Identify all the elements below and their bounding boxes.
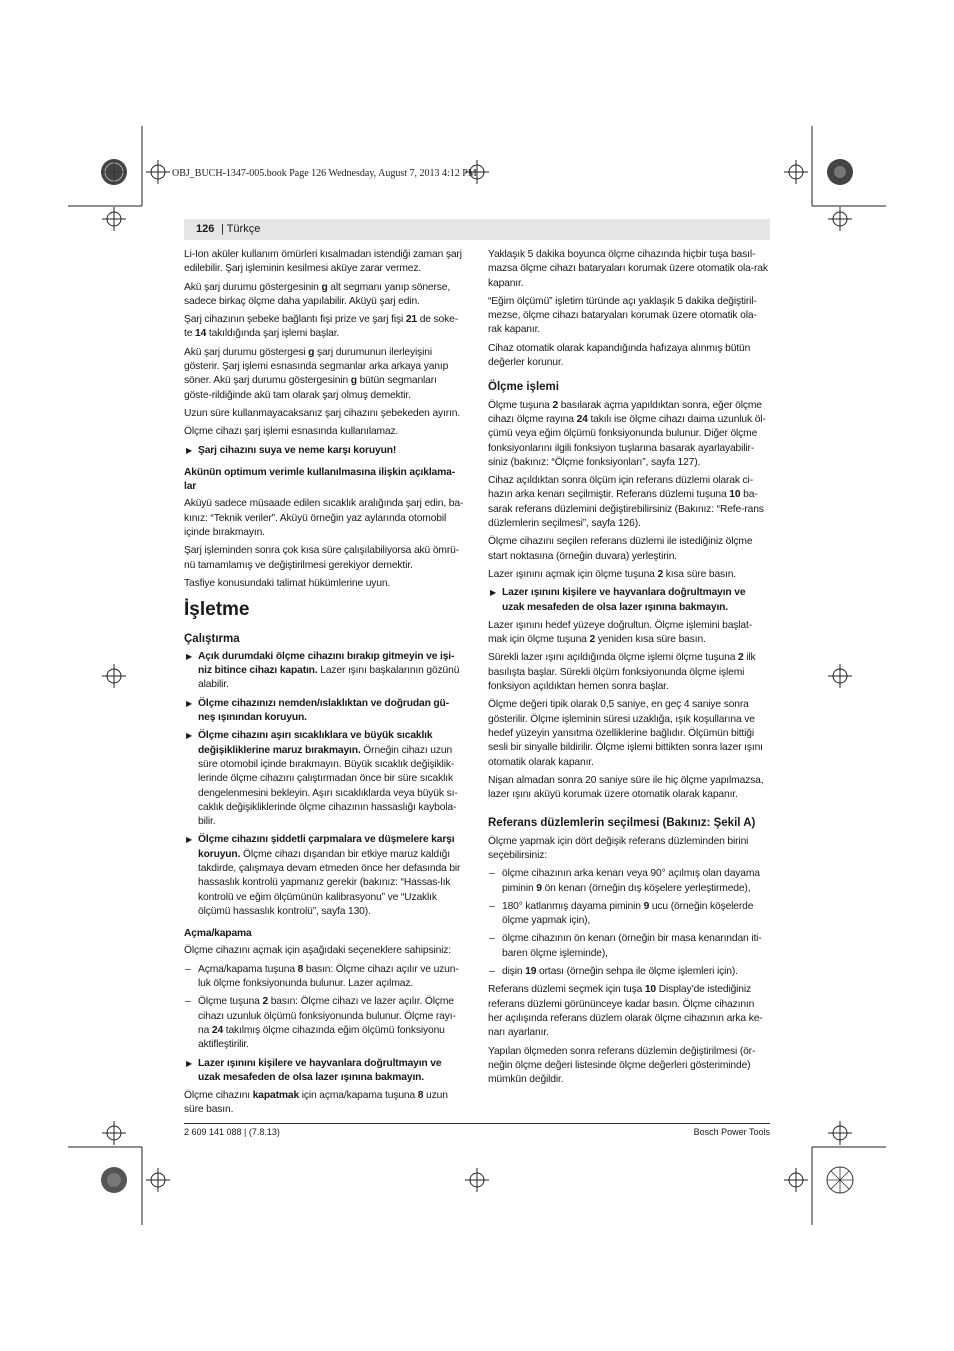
warning-item: ▶ Lazer ışınını kişilere ve hayvanlara doğrultmayın ve uzak mesafeden de olsa lazer ışınına bakmayın. <box>184 1057 466 1086</box>
paragraph: Akü şarj durumu göstergesi g şarj durumunun ilerleyişini gösterir. Şarj işlemi esnasında segmanlar arka arkaya yanıp söner. Akü şarj durumu göstergesinin g bütün segmanları göste-rildiğinde akü tam olarak şarj olmuş demektir. <box>184 346 449 401</box>
footer-brand: Bosch Power Tools <box>693 1127 770 1137</box>
paragraph: Ölçme cihazını seçilen referans düzlemi ile istediğiniz ölçme start noktasına (örneğin duvara) yerleştirin. <box>488 536 753 562</box>
paragraph: Yapılan ölçmeden sonra referans düzlemin değiştirilmesi (ör-neğin ölçme değeri listesinde ölçme değerleri gösteriminde) mümkün değildir. <box>488 1045 756 1086</box>
paragraph: Ölçme tuşuna 2 basılarak açma yapıldıktan sonra, eğer ölçme cihazı ölçme rayına 24 takılı ise ölçme cihazı daima uzunluk öl-çümü veya eğim ölçümü fonksiyonunda bulunur. Diğer ölçme fonksiyonlarını ilgili fonksiyon tuşlarına basarak ayarlayabilir-siniz (bakınız: “Ölçme fonksiyonları”, sayfa 127). <box>488 399 766 468</box>
paragraph: Ölçme değeri tipik olarak 0,5 saniye, en geç 4 saniye sonra gösterilir. Ölçme işleminin süresi uzaklığa, ışık koşullarına ve hedef yüzeyin yansıtma özelliklerine bağlıdır. Ölçümün bittiği sesli bir sinyalle bildirilir. Ölçme işlemi bittikten sonra lazer ışını otomatik olarak kapanır. <box>488 699 763 768</box>
page-header <box>184 219 770 240</box>
footer-doc-number: 2 609 141 088 | (7.8.13) <box>184 1127 280 1137</box>
paragraph: Referans düzlemi seçmek için tuşa 10 Display’de istediğiniz referans düzlemi görününceye kadar basın. Ölçme cihazının her açılışında referans düzlem olarak ölçme cihazının arka ke-narı ayarlanır. <box>488 984 763 1039</box>
section-title: İşletme <box>184 599 250 621</box>
list-item: – ölçme cihazının arka kenarı veya 90° açılmış olan dayama piminin 9 ön kenarı (örneğin dış köşelere yerleştirmede), <box>488 867 770 896</box>
language-label: | Türkçe <box>221 223 261 235</box>
paragraph: Şarj cihazının şebeke bağlantı fişi prize ve şarj fişi 21 de soke-te 14 takıldığında şarj işlemi başlar. <box>184 314 458 340</box>
paragraph: Lazer ışınını açmak için ölçme tuşuna 2 kısa süre basın. <box>488 568 737 580</box>
print-info: OBJ_BUCH-1347-005.book Page 126 Wednesday, August 7, 2013 4:12 PM <box>172 168 477 179</box>
warning-item: ▶ Açık durumdaki ölçme cihazını bırakıp gitmeyin ve işi-niz bitince cihazı kapatın. Lazer ışını başkalarının gözünü alabilir. <box>184 650 466 693</box>
paragraph: Ölçme cihazını kapatmak için açma/kapama tuşuna 8 uzun süre basın. <box>184 1090 448 1116</box>
paragraph: Yaklaşık 5 dakika boyunca ölçme cihazında hiçbir tuşa basıl-mazsa ölçme cihazı bataryaları korumak üzere otomatik ola-rak kapanır. <box>488 249 768 289</box>
left-column <box>184 248 466 1122</box>
paragraph: Lazer ışınını hedef yüzeye doğrultun. Ölçme işlemini başlat-mak için ölçme tuşuna 2 yeniden kısa süre basın. <box>488 619 753 646</box>
paragraph: Ölçme yapmak için dört değişik referans düzleminden birini seçebilirsiniz: <box>488 835 749 861</box>
paragraph: Tasfiye konusundaki talimat hükümlerine uyun. <box>184 577 391 589</box>
paragraph: Ölçme cihazı şarj işlemi esnasında kullanılamaz. <box>184 426 399 438</box>
paragraph: Ölçme cihazını açmak için aşağıdaki seçeneklere sahipsiniz: <box>184 945 452 957</box>
paragraph: Cihaz açıldıktan sonra ölçüm için referans düzlemi olarak ci-hazın arka kenarı seçilmiştir. Referans düzlemi tuşuna 10 ba-sarak referans düzlemini değiştirebilirsiniz (Bakınız: “Refe-rans düzlemlerin seçilmesi”, sayfa 126). <box>488 475 764 530</box>
subsection-title: Çalıştırma <box>184 632 240 645</box>
warning-item: ▶ Ölçme cihazını aşırı sıcaklıklara ve büyük sıcaklık değişikliklerine maruz bırakmayın. Örneğin cihazı uzun süre otomobil içinde bırakmayın. Büyük sıcaklık değişiklik-lerinde ölçme cihazını çalıştırmadan önce bir süre sıcaklık dengelenmesini bekleyin. Aşırı sıcaklıklarda veya büyük sı-caklık değişikliklerinde ölçme cihazının hassaslığı kaybola-bilir. <box>184 729 466 829</box>
list-item: – Ölçme tuşuna 2 basın: Ölçme cihazı ve lazer açılır. Ölçme cihazı uzunluk ölçümü fonksiyonunda bulunur. Ölçme rayı-na 24 takılmış ölçme cihazında eğim ölçümü fonksiyonu aktifleştirilir. <box>184 995 466 1052</box>
subsection-title: Referans düzlemlerin seçilmesi (Bakınız: Şekil A) <box>488 817 756 830</box>
subheading: Akünün optimum verimle kullanılmasına ilişkin açıklama-lar <box>184 466 455 493</box>
page-number: 126 <box>196 223 215 235</box>
footer-divider <box>184 1123 770 1124</box>
subsection-title: Ölçme işlemi <box>488 381 559 394</box>
list-item: – Açma/kapama tuşuna 8 basın: Ölçme cihazı açılır ve uzun-luk ölçme fonksiyonunda bulunur. Lazer açılmaz. <box>184 963 466 992</box>
paragraph: Sürekli lazer ışını açıldığında ölçme işlemi ölçme tuşuna 2 ilk basılışta başlar. Sürekli ölçüm fonksiyonunda ölçme işlemi fonksiyon açıldıktan hemen sonra başlar. <box>488 652 756 693</box>
paragraph: Uzun süre kullanmayacaksanız şarj cihazını şebekeden ayırın. <box>184 407 461 419</box>
paragraph: Cihaz otomatik olarak kapandığında hafızaya alınmış bütün değerler korunur. <box>488 342 751 369</box>
paragraph: Nişan almadan sonra 20 saniye süre ile hiç ölçme yapılmazsa, lazer ışını aküyü korumak üzere otomatik olarak kapanır. <box>488 774 764 801</box>
paragraph: “Eğim ölçümü” işletim türünde açı yaklaşık 5 dakika değiştiril-mezse, ölçme cihazı bataryaları korumak üzere otomatik ola-rak kapanır. <box>488 295 757 336</box>
paragraph: Şarj işleminden sonra çok kısa süre çalışılabiliyorsa akü ömrü-nü tamamlamış ve değiştirilmesi gerekiyor demektir. <box>184 545 459 571</box>
warning-item: ▶ Lazer ışınını kişilere ve hayvanlara doğrultmayın ve uzak mesafeden de olsa lazer ışınına bakmayın. <box>488 586 770 615</box>
paragraph: Akü şarj durumu göstergesinin g alt segmanı yanıp sönerse, sadece birkaç ölçme daha yapılabilir. Aküyü şarj edin. <box>184 281 451 307</box>
warning-item: ▶ Şarj cihazını suya ve neme karşı koruyun! <box>184 444 466 458</box>
warning-item: ▶ Ölçme cihazınızı nemden/ıslaklıktan ve doğrudan gü-neş ışınından koruyun. <box>184 697 466 726</box>
list-item: – 180° katlanmış dayama piminin 9 ucu (örneğin köşelerde ölçme yapmak için), <box>488 900 770 929</box>
subheading: Açma/kapama <box>184 928 252 940</box>
list-item: – ölçme cihazının ön kenarı (örneğin bir masa kenarından iti-baren ölçme işleminde), <box>488 932 770 961</box>
paragraph: Li-Ion aküler kullanım ömürleri kısalmadan istendiği zaman şarj edilebilir. Şarj işleminin kesilmesi aküye zarar vermez. <box>184 249 462 275</box>
list-item: – dişin 19 ortası (örneğin sehpa ile ölçme işlemleri için). <box>488 965 770 979</box>
warning-item: ▶ Ölçme cihazını şiddetli çarpmalara ve düşmelere karşı koruyun. Ölçme cihazı dışarıdan bir etkiye maruz kaldığı takdirde, çalışmaya devam etmeden önce her defasında bir hassaslık kontrolü yapmanız gerekir (bakınız: “Hassas-lık kontrolü ve eğim ölçümünün kalibrasyonu” ve “Uzaklık ölçümü hassaslık kontrolü”, sayfa 130). <box>184 833 466 919</box>
paragraph: Aküyü sadece müsaade edilen sıcaklık aralığında şarj edin, ba-kınız: “Teknik veriler”. Aküyü örneğin yaz aylarında otomobil içinde bırakmayın. <box>184 498 464 539</box>
right-column <box>488 248 770 1091</box>
